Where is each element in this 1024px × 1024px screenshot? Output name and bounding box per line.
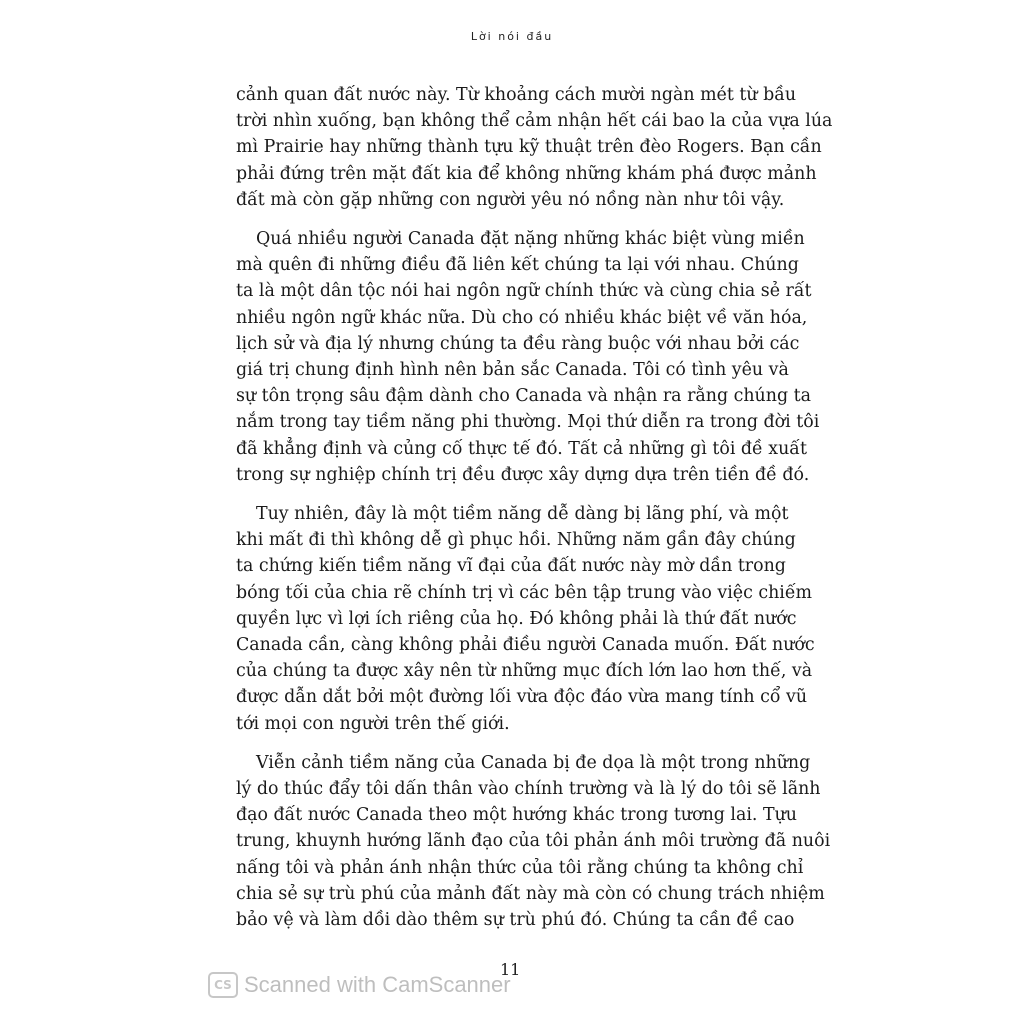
text-line: đất mà còn gặp những con người yêu nó nồng nàn như tôi vậy. bbox=[236, 189, 785, 210]
paragraph-4 bbox=[236, 750, 831, 933]
camscanner-watermark bbox=[208, 972, 511, 998]
text-line: ta là một dân tộc nói hai ngôn ngữ chính thức và cùng chia sẻ rất bbox=[236, 281, 812, 302]
text-line: khi mất đi thì không dễ gì phục hồi. Những năm gần đây chúng bbox=[236, 530, 796, 551]
paragraph-1 bbox=[236, 82, 833, 213]
text-line: đạo đất nước Canada theo một hướng khác trong tương lai. Tựu bbox=[236, 805, 797, 826]
text-line: tới mọi con người trên thế giới. bbox=[236, 713, 510, 734]
text-line: được dẫn dắt bởi một đường lối vừa độc đáo vừa mang tính cổ vũ bbox=[236, 687, 808, 708]
text-line: trong sự nghiệp chính trị đều được xây dựng dựa trên tiền đề đó. bbox=[236, 464, 810, 485]
text-line: đã khẳng định và củng cố thực tế đó. Tất cả những gì tôi đề xuất bbox=[236, 438, 807, 459]
text-line: bóng tối của chia rẽ chính trị vì các bên tập trung vào việc chiếm bbox=[236, 582, 813, 603]
text-line: nhiều ngôn ngữ khác nữa. Dù cho có nhiều khác biệt về văn hóa, bbox=[236, 307, 808, 328]
text-line: lịch sử và địa lý nhưng chúng ta đều ràng buộc với nhau bởi các bbox=[236, 333, 800, 354]
body-text bbox=[236, 82, 833, 946]
paragraph-3 bbox=[236, 501, 815, 737]
text-line: nắm trong tay tiềm năng phi thường. Mọi thứ diễn ra trong đời tôi bbox=[236, 412, 820, 433]
text-line: bảo vệ và làm dồi dào thêm sự trù phú đó. Chúng ta cần đề cao bbox=[236, 910, 795, 931]
paragraph-2 bbox=[236, 226, 820, 488]
text-line: của chúng ta được xây nên từ những mục đích lớn lao hơn thế, và bbox=[236, 661, 813, 682]
text-line: lý do thúc đẩy tôi dấn thân vào chính trường và là lý do tôi sẽ lãnh bbox=[236, 779, 821, 800]
text-line: mà quên đi những điều đã liên kết chúng ta lại với nhau. Chúng bbox=[236, 255, 799, 276]
watermark-text: Scanned with CamScanner bbox=[244, 972, 511, 997]
text-line: nấng tôi và phản ánh nhận thức của tôi rằng chúng ta không chỉ bbox=[236, 857, 804, 878]
text-line: ta chứng kiến tiềm năng vĩ đại của đất nước này mờ dần trong bbox=[236, 556, 786, 577]
text-line: phải đứng trên mặt đất kia để không những khám phá được mảnh bbox=[236, 163, 817, 184]
page-number: 11 bbox=[500, 960, 521, 979]
text-line: cảnh quan đất nước này. Từ khoảng cách mười ngàn mét từ bầu bbox=[236, 85, 797, 105]
text-line: Tuy nhiên, đây là một tiềm năng dễ dàng bị lãng phí, và một bbox=[256, 504, 789, 525]
text-line: Viễn cảnh tiềm năng của Canada bị đe dọa là một trong những bbox=[256, 752, 811, 773]
text-line: Quá nhiều người Canada đặt nặng những khác biệt vùng miền bbox=[256, 229, 805, 250]
running-header: Lời nói đầu bbox=[470, 30, 554, 43]
text-line: quyền lực vì lợi ích riêng của họ. Đó không phải là thứ đất nước bbox=[236, 608, 797, 629]
text-line: trời nhìn xuống, bạn không thể cảm nhận hết cái bao la của vựa lúa bbox=[236, 111, 833, 132]
text-line: chia sẻ sự trù phú của mảnh đất này mà còn có chung trách nhiệm bbox=[236, 883, 825, 904]
text-line: trung, khuynh hướng lãnh đạo của tôi phản ánh môi trường đã nuôi bbox=[236, 831, 831, 852]
camscanner-logo-icon: CS bbox=[208, 972, 238, 998]
text-line: Canada cần, càng không phải điều người Canada muốn. Đất nước bbox=[236, 635, 815, 656]
text-line: giá trị chung định hình nên bản sắc Canada. Tôi có tình yêu và bbox=[236, 360, 789, 381]
text-line: sự tôn trọng sâu đậm dành cho Canada và nhận ra rằng chúng ta bbox=[236, 386, 811, 407]
text-line: mì Prairie hay những thành tựu kỹ thuật trên đèo Rogers. Bạn cần bbox=[236, 137, 822, 158]
